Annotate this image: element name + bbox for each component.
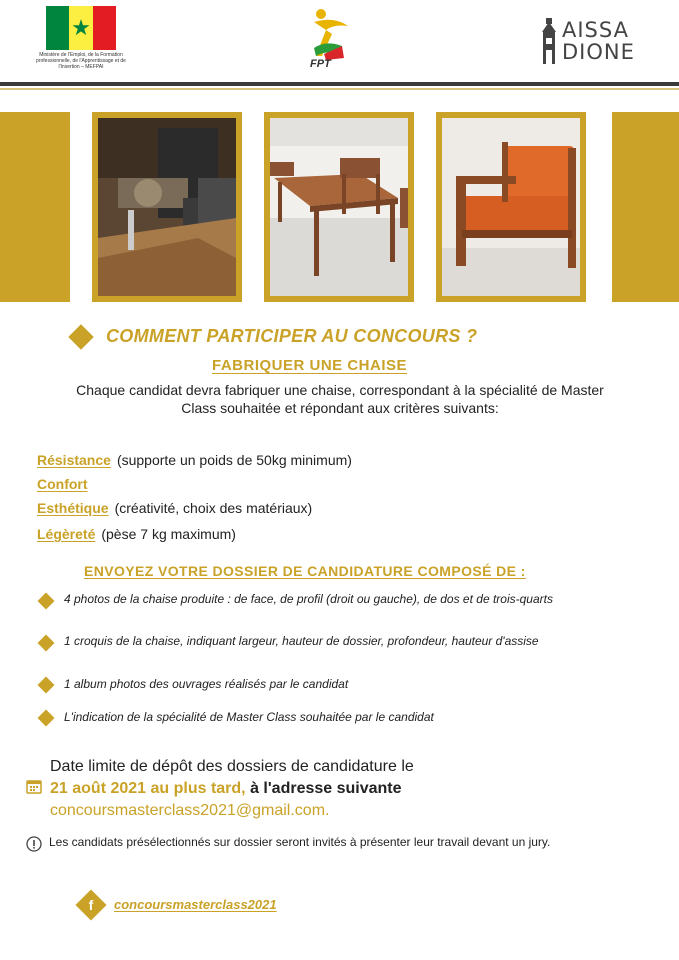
criterion-desc: (pèse 7 kg maximum) (101, 526, 236, 542)
calendar-icon (26, 778, 42, 794)
intro-text: Chaque candidat devra fabriquer une chaise, correspondant à la spécialité de Master Class souhaitée et répondant aux critères suivants: (76, 382, 604, 416)
header-divider (0, 82, 679, 86)
ministry-label: Ministère de l'Emploi, de la Formation professionnelle, de l'Apprentissage et de l'Insertion – MEFPAI (36, 52, 126, 70)
deadline-address-label: à l'adresse suivante (245, 780, 402, 797)
dossier-item: 1 croquis de la chaise, indiquant largeur, hauteur de dossier, profondeur, hauteur d'assise (64, 634, 539, 648)
criterion-key: Confort (37, 476, 88, 492)
dossier-item: 1 album photos des ouvrages réalisés par le candidat (64, 677, 349, 691)
criterion-esthetique (37, 500, 312, 516)
preselection-note: Les candidats présélectionnés sur dossier seront invités à présenter leur travail devant un jury. (49, 835, 551, 849)
armchair-image (442, 118, 580, 296)
deadline-date: 21 août 2021 au plus tard, (50, 780, 246, 797)
table-image (270, 118, 408, 296)
header-divider-gold (0, 88, 679, 90)
dossier-title: ENVOYEZ VOTRE DOSSIER DE CANDIDATURE COMPOSÉ DE : (84, 563, 526, 579)
gold-side-block-left (0, 112, 70, 302)
title-diamond-icon (68, 324, 93, 349)
photo-armchair (436, 112, 586, 302)
criterion-key: Résistance (37, 452, 111, 468)
section-subtitle: FABRIQUER UNE CHAISE (212, 357, 408, 374)
contact-email[interactable]: concoursmasterclass2021@gmail.com. (50, 802, 330, 819)
info-icon (26, 836, 42, 852)
criterion-key: Légèreté (37, 526, 96, 542)
facebook-icon[interactable]: f (88, 897, 94, 913)
dossier-item: L'indication de la spécialité de Master Class souhaitée par le candidat (64, 710, 434, 724)
section-title: COMMENT PARTICIPER AU CONCOURS ? (106, 326, 478, 346)
header (0, 0, 679, 84)
bullet-diamond-icon (38, 635, 55, 652)
facebook-handle[interactable]: concoursmasterclass2021 (114, 897, 277, 912)
aissa-dione-logo (540, 18, 650, 64)
deadline-line1: Date limite de dépôt des dossiers de candidature le (50, 758, 414, 775)
criterion-desc: (supporte un poids de 50kg minimum) (116, 452, 352, 468)
criterion-resistance (37, 452, 352, 468)
aissa-line2: DIONE (562, 40, 635, 64)
photo-table (264, 112, 414, 302)
aissa-line1: AISSA (562, 18, 629, 42)
criterion-confort (37, 476, 94, 492)
criterion-key: Esthétique (37, 500, 109, 516)
criterion-legerete (37, 526, 236, 542)
senegal-flag-icon: ★ (46, 6, 116, 50)
fpt-label: FPT (310, 58, 331, 70)
tower-icon (540, 18, 558, 64)
deadline-block (50, 756, 650, 822)
gold-side-block-right (612, 112, 679, 302)
woodworking-image (98, 118, 236, 296)
photo-woodworking (92, 112, 242, 302)
criterion-desc: (créativité, choix des matériaux) (114, 500, 313, 516)
bullet-diamond-icon (38, 593, 55, 610)
bullet-diamond-icon (38, 710, 55, 727)
dossier-item: 4 photos de la chaise produite : de face, de profil (droit ou gauche), de dos et de trois-quarts (64, 592, 553, 606)
bullet-diamond-icon (38, 677, 55, 694)
